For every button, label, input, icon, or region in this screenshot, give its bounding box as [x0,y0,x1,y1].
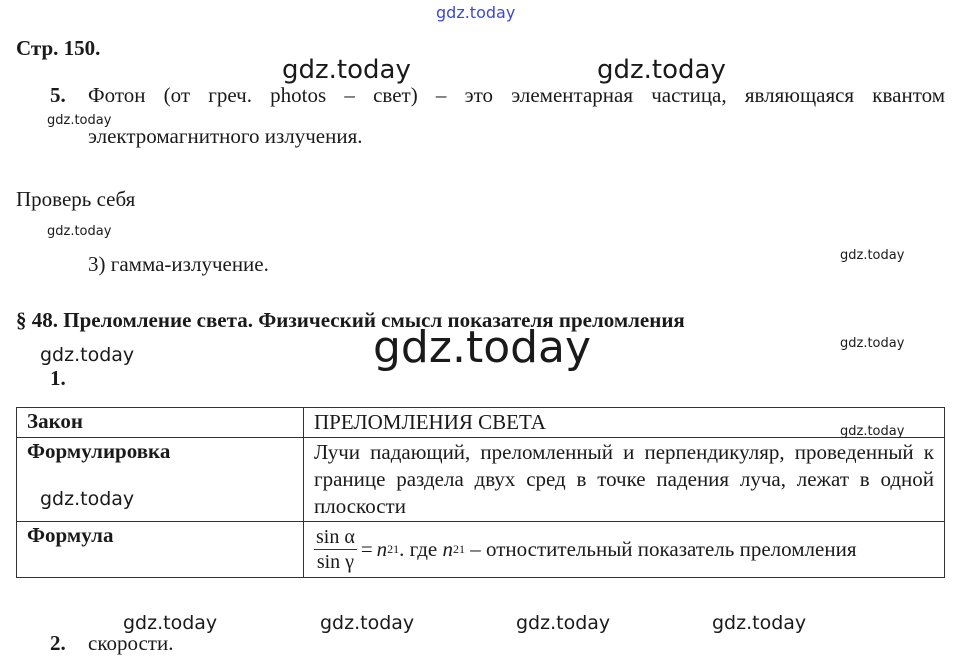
watermark: gdz.today [47,224,112,239]
table-row [17,408,945,438]
watermark: gdz.today [516,612,611,634]
law-table [16,407,945,578]
item-number: 5. [50,83,66,107]
check-yourself-heading: Проверь себя [16,187,136,211]
item2-text: скорости. [88,631,174,655]
watermark-top[interactable]: gdz.today [436,3,516,22]
page-reference: Стр. 150. [16,36,101,60]
section-title: § 48. Преломление света. Физический смысл показателя преломления [16,308,685,332]
table-key: Формула [17,522,304,578]
refraction-formula [314,525,934,574]
table-value: ПРЕЛОМЛЕНИЯ СВЕТА [304,408,945,438]
table-key: Формулировка [17,438,304,522]
table-row [17,522,945,578]
watermark-large: gdz.today [373,322,592,373]
table-key: Закон [17,408,304,438]
watermark: gdz.today [47,113,112,128]
item5-line1: Фотон (от греч. photos – свет) – это элементарная частица, являющаяся квантом [88,83,945,107]
index-subscript: 21 [387,542,400,556]
fraction [314,525,357,574]
watermark: gdz.today [40,488,135,510]
index-symbol: n [376,537,388,561]
watermark: gdz.today [597,55,726,85]
question-number: 1. [50,366,66,390]
watermark: gdz.today [40,344,135,366]
equals-sign: = [360,537,373,561]
index-subscript: 21 [453,542,465,556]
item5-line2: электромагнитного излучения. [88,124,363,148]
formula-middle-text: . где [399,537,443,561]
fraction-numerator: sin α [316,526,355,548]
watermark: gdz.today [840,248,905,263]
watermark: gdz.today [282,55,411,85]
watermark: gdz.today [840,336,905,351]
index-symbol: n [442,537,453,561]
watermark: gdz.today [123,612,218,634]
table-value: Лучи падающий, преломленный и перпендикуляр, проведенный к границе раздела двух сред в точке падения луча, лежат в одной плоскости [304,438,945,522]
formula-cell [304,522,945,578]
item-number: 2. [50,631,66,655]
check-yourself-answer: 3) гамма-излучение. [88,252,269,276]
table-row [17,438,945,522]
watermark: gdz.today [840,424,905,439]
watermark: gdz.today [320,612,415,634]
formula-description: – отностительный показатель преломления [465,537,857,561]
watermark: gdz.today [712,612,807,634]
fraction-denominator: sin γ [316,551,354,573]
